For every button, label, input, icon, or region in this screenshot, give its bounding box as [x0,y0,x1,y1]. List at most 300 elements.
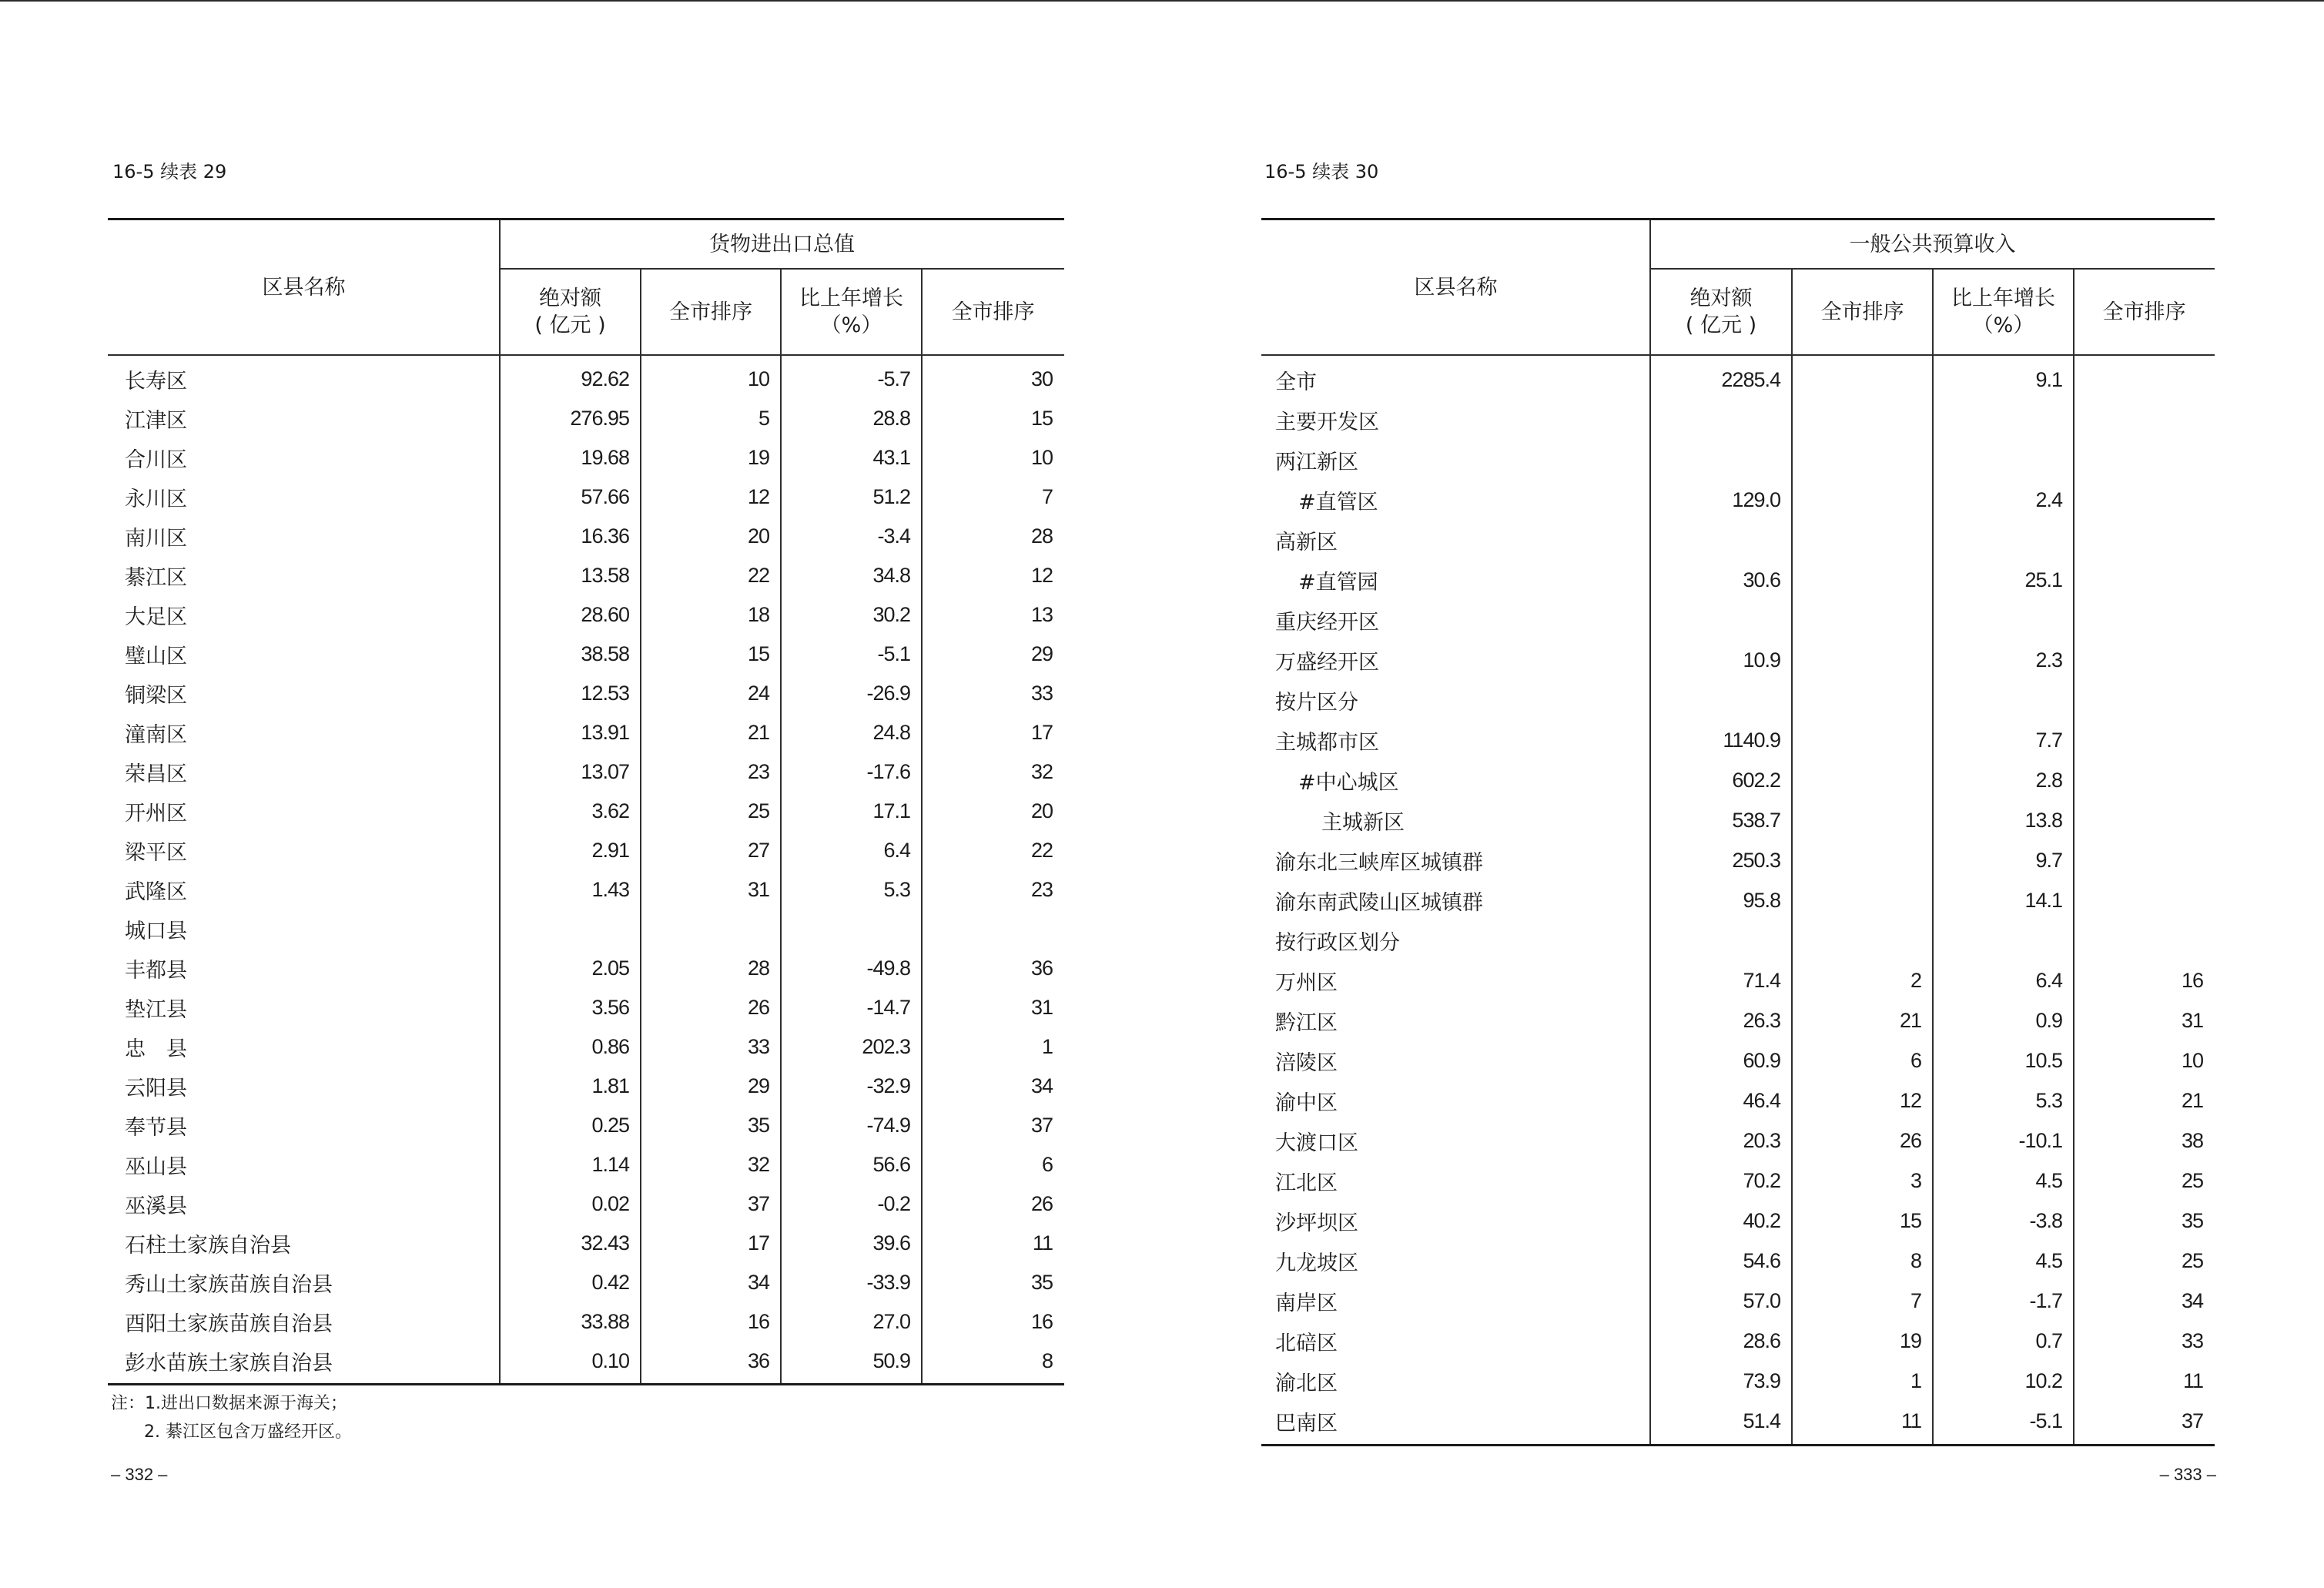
region-name-cell: 按片区分 [1275,690,1358,715]
table-row [1261,1401,2215,1441]
region-name-cell: 主城都市区 [1275,730,1379,755]
revenue-growth-cell: -5.1 [2029,1409,2062,1432]
region-name-cell: 丰都县 [125,959,187,983]
trade-rank-cell: 17 [747,1231,769,1255]
table-row [1261,400,2215,440]
table-row [108,399,1064,438]
region-name-cell: 荣昌区 [125,762,187,786]
region-name-cell: #中心城区 [1298,770,1399,795]
growth-rank-cell: 32 [1030,760,1053,783]
trade-value-cell: 1.14 [591,1153,629,1176]
column-header-rank [641,270,781,354]
growth-rank-cell: 8 [1041,1349,1053,1372]
table-row [108,517,1064,556]
revenue-rank-cell: 12 [1899,1088,1921,1112]
region-name-cell: 石柱土家族自治县 [125,1234,291,1258]
revenue-value-cell: 10.9 [1743,648,1780,672]
table-row [1261,520,2215,560]
region-name-cell: 彭水苗族土家族自治县 [125,1352,333,1375]
trade-growth-cell: -5.7 [877,367,910,390]
region-name-cell: 梁平区 [125,841,187,865]
growth-rank-cell: 7 [1041,485,1053,508]
trade-growth-cell: 5.3 [883,878,910,901]
trade-rank-cell: 35 [747,1114,769,1137]
trade-rank-cell: 21 [747,721,769,744]
trade-growth-cell: 56.6 [872,1153,910,1176]
region-name-cell: 大渡口区 [1275,1131,1358,1155]
trade-rank-cell: 32 [747,1153,769,1176]
table-row [1261,1121,2215,1161]
trade-rank-cell: 18 [747,603,769,626]
trade-growth-cell: 43.1 [872,446,910,469]
growth-rank-cell: 37 [2181,1409,2203,1432]
revenue-value-cell: 26.3 [1743,1008,1780,1032]
table-row [108,949,1064,988]
trade-growth-cell: -5.1 [877,642,910,665]
group-header: 一般公共预算收入 [1849,232,2016,256]
table-row [108,360,1064,399]
growth-rank-cell: 29 [1030,642,1053,665]
region-name-cell: #直管园 [1298,570,1378,595]
trade-value-cell: 0.10 [591,1349,629,1372]
region-name-cell: 南川区 [125,527,187,551]
table-row [1261,360,2215,400]
table-row [1261,720,2215,760]
trade-rank-cell: 19 [747,446,769,469]
region-name-cell: 垫江县 [125,998,187,1022]
trade-growth-cell: -49.8 [866,956,910,980]
trade-value-cell: 276.95 [570,407,629,430]
region-name-cell: 渝北区 [1275,1371,1338,1395]
column-header-growth [781,270,922,354]
trade-rank-cell: 29 [747,1074,769,1097]
table-row [108,595,1064,635]
region-name-cell: 沙坪坝区 [1275,1211,1358,1235]
trade-rank-cell: 22 [747,564,769,587]
revenue-rank-cell: 3 [1910,1168,1921,1192]
revenue-value-cell: 1140.9 [1723,728,1780,752]
column-header-absolute [500,270,641,354]
growth-rank-cell: 11 [2182,1369,2203,1392]
region-name-cell: 綦江区 [125,566,187,590]
growth-rank-cell: 36 [1030,956,1053,980]
growth-rank-cell: 13 [1030,603,1053,626]
region-name-cell: 酉阳土家族苗族自治县 [125,1312,333,1336]
top-border [0,0,2324,2]
revenue-value-cell: 95.8 [1743,888,1780,912]
trade-growth-cell: -17.6 [866,760,910,783]
region-name-cell: 主城新区 [1321,810,1405,835]
trade-value-cell: 13.58 [581,564,629,587]
trade-rank-cell: 36 [747,1349,769,1372]
region-name-cell: 全市 [1275,370,1317,394]
growth-rank-cell: 23 [1030,878,1053,901]
revenue-growth-cell: 2.8 [2035,768,2062,792]
region-name-cell: 城口县 [125,920,187,943]
table-row [1261,960,2215,1000]
revenue-rank-cell: 8 [1910,1248,1921,1272]
trade-value-cell: 2.05 [591,956,629,980]
trade-value-cell: 2.91 [591,839,629,862]
revenue-growth-cell: 7.7 [2035,728,2062,752]
trade-value-cell: 0.25 [591,1114,629,1137]
growth-rank-cell: 25 [2181,1248,2203,1272]
revenue-growth-cell: 4.5 [2035,1168,2062,1192]
table-row [108,1067,1064,1106]
table-row [108,1263,1064,1302]
revenue-value-cell: 71.4 [1743,968,1780,992]
growth-rank-cell: 15 [1030,407,1053,430]
table-row [1261,800,2215,840]
region-name-cell: 开州区 [125,802,187,826]
region-name-cell: 按行政区划分 [1275,930,1400,955]
revenue-value-cell: 538.7 [1732,808,1780,832]
growth-rank-cell: 35 [2181,1208,2203,1232]
region-name-cell: 合川区 [125,448,187,472]
trade-rank-cell: 24 [747,682,769,705]
trade-growth-cell: 34.8 [872,564,910,587]
revenue-growth-cell: 0.9 [2035,1008,2062,1032]
column-header-growth [1933,270,2074,354]
trade-rank-cell: 34 [747,1271,769,1294]
trade-value-cell: 0.42 [591,1271,629,1294]
region-name-cell: 永川区 [125,487,187,511]
table-row [1261,600,2215,640]
table-row [1261,560,2215,600]
trade-value-cell: 0.02 [591,1192,629,1215]
trade-value-cell: 12.53 [581,682,629,705]
table-row [1261,1241,2215,1281]
growth-rank-cell: 12 [1030,564,1053,587]
region-name-cell: 长寿区 [125,370,187,394]
table-row [108,477,1064,517]
column-header-line: 全市排序 [669,300,752,324]
growth-rank-cell: 17 [1030,721,1053,744]
trade-value-cell: 92.62 [581,367,629,390]
table-note: 2. 綦江区包含万盛经开区。 [144,1422,352,1442]
table-row [1261,920,2215,960]
column-header-unit: ( 亿元 ) [534,313,606,337]
table-row [1261,480,2215,520]
growth-rank-cell: 22 [1030,839,1053,862]
table-row [1261,880,2215,920]
trade-growth-cell: -33.9 [866,1271,910,1294]
column-header-line: 比上年增长 [799,286,903,310]
table-row [1261,1161,2215,1201]
trade-rank-cell: 33 [747,1035,769,1058]
revenue-growth-cell: -10.1 [2018,1128,2062,1152]
left-table-title: 16-5 续表 29 [112,161,227,183]
revenue-growth-cell: -1.7 [2029,1288,2062,1312]
trade-growth-cell: 28.8 [872,407,910,430]
trade-rank-cell: 5 [758,407,769,430]
table-row [108,870,1064,910]
region-name-cell: 巴南区 [1275,1411,1338,1436]
revenue-growth-cell: 9.1 [2035,367,2062,391]
trade-value-cell: 13.91 [581,721,629,744]
table-row [1261,680,2215,720]
region-name-cell: #直管区 [1298,490,1378,514]
revenue-rank-cell: 7 [1910,1288,1921,1312]
region-name-cell: 江北区 [1275,1171,1338,1195]
page-number: – 332 – [111,1465,168,1484]
trade-growth-cell: 17.1 [872,799,910,822]
column-header-line: 比上年增长 [1951,286,2055,310]
table-row [108,1342,1064,1381]
table-row [108,910,1064,949]
revenue-rank-cell: 21 [1899,1008,1921,1032]
trade-rank-cell: 15 [747,642,769,665]
trade-growth-cell: 39.6 [872,1231,910,1255]
region-name-cell: 北碚区 [1275,1331,1338,1355]
column-header-line: 全市排序 [2102,300,2186,324]
trade-rank-cell: 23 [747,760,769,783]
growth-rank-cell: 37 [1030,1114,1053,1137]
trade-growth-cell: 6.4 [883,839,910,862]
table-row [108,1145,1064,1184]
trade-rank-cell: 25 [747,799,769,822]
growth-rank-cell: 34 [1030,1074,1053,1097]
growth-rank-cell: 26 [1030,1192,1053,1215]
table-row [1261,840,2215,880]
table-row [108,438,1064,477]
table-row [1261,1361,2215,1401]
revenue-growth-cell: 25.1 [2024,568,2062,591]
column-header-growth-rank [922,270,1064,354]
region-name-cell: 巫山县 [125,1155,187,1179]
growth-rank-cell: 11 [1032,1231,1053,1255]
revenue-growth-cell: 5.3 [2035,1088,2062,1112]
revenue-value-cell: 28.6 [1743,1328,1780,1352]
region-name-cell: 九龙坡区 [1275,1251,1358,1275]
trade-rank-cell: 27 [747,839,769,862]
region-name-cell: 黔江区 [1275,1010,1338,1035]
revenue-rank-cell: 26 [1899,1128,1921,1152]
table-row [108,1027,1064,1067]
revenue-value-cell: 602.2 [1732,768,1780,792]
table-row [108,1224,1064,1263]
trade-rank-cell: 26 [747,996,769,1019]
table-row [108,752,1064,792]
region-name-cell: 高新区 [1275,530,1338,554]
table-row [108,1106,1064,1145]
column-header-unit: ( 亿元 ) [1685,313,1757,337]
growth-rank-cell: 10 [2181,1048,2203,1072]
table-row [1261,1321,2215,1361]
trade-value-cell: 19.68 [581,446,629,469]
revenue-growth-cell: 14.1 [2024,888,2062,912]
region-name-header: 区县名称 [262,275,346,300]
right-table-title: 16-5 续表 30 [1264,161,1379,183]
trade-growth-cell: 50.9 [872,1349,910,1372]
revenue-value-cell: 250.3 [1732,848,1780,872]
growth-rank-cell: 21 [2181,1088,2203,1112]
table-row [1261,1000,2215,1040]
trade-growth-cell: 202.3 [862,1035,910,1058]
region-name-cell: 万州区 [1275,970,1338,995]
table-note: 注：1.进出口数据来源于海关； [111,1394,347,1413]
region-name-cell: 潼南区 [125,723,187,747]
trade-value-cell: 28.60 [581,603,629,626]
trade-value-cell: 38.58 [581,642,629,665]
region-name-cell: 涪陵区 [1275,1050,1338,1075]
revenue-value-cell: 46.4 [1743,1088,1780,1112]
region-name-cell: 秀山土家族苗族自治县 [125,1273,333,1297]
region-name-header: 区县名称 [1414,275,1498,300]
table-row [108,1184,1064,1224]
table-row [1261,760,2215,800]
table-row [108,988,1064,1027]
revenue-value-cell: 60.9 [1743,1048,1780,1072]
trade-growth-cell: 24.8 [872,721,910,744]
growth-rank-cell: 28 [1030,524,1053,548]
trade-growth-cell: 30.2 [872,603,910,626]
revenue-value-cell: 129.0 [1732,487,1780,511]
trade-value-cell: 1.43 [591,878,629,901]
growth-rank-cell: 25 [2181,1168,2203,1192]
table-row [108,792,1064,831]
group-header: 货物进出口总值 [709,232,855,256]
revenue-rank-cell: 11 [1900,1409,1921,1432]
growth-rank-cell: 10 [1030,446,1053,469]
table-row [108,831,1064,870]
column-header-line: 全市排序 [1820,300,1904,324]
growth-rank-cell: 6 [1041,1153,1053,1176]
revenue-rank-cell: 6 [1910,1048,1921,1072]
region-name-cell: 铜梁区 [125,684,187,708]
growth-rank-cell: 20 [1030,799,1053,822]
revenue-growth-cell: 0.7 [2035,1328,2062,1352]
revenue-value-cell: 20.3 [1743,1128,1780,1152]
trade-value-cell: 13.07 [581,760,629,783]
revenue-value-cell: 57.0 [1743,1288,1780,1312]
growth-rank-cell: 30 [1030,367,1053,390]
trade-growth-cell: 51.2 [872,485,910,508]
revenue-value-cell: 2285.4 [1721,367,1780,391]
trade-value-cell: 57.66 [581,485,629,508]
trade-table [108,218,1064,1385]
trade-rank-cell: 16 [747,1310,769,1333]
growth-rank-cell: 1 [1041,1035,1053,1058]
region-name-cell: 万盛经开区 [1275,650,1379,675]
column-header-line: 绝对额 [539,286,601,310]
column-header-line: 绝对额 [1689,286,1753,310]
table-row [1261,640,2215,680]
trade-growth-cell: -32.9 [866,1074,910,1097]
region-name-cell: 渝中区 [1275,1090,1338,1115]
region-name-cell: 璧山区 [125,645,187,668]
revenue-growth-cell: 13.8 [2024,808,2062,832]
table-row [108,674,1064,713]
region-name-cell: 主要开发区 [1275,410,1379,434]
region-name-cell: 武隆区 [125,880,187,904]
revenue-growth-cell: -3.8 [2029,1208,2062,1232]
trade-value-cell: 3.56 [591,996,629,1019]
trade-rank-cell: 28 [747,956,769,980]
revenue-growth-cell: 10.2 [2024,1369,2062,1392]
trade-value-cell: 1.81 [591,1074,629,1097]
trade-growth-cell: -0.2 [877,1192,910,1215]
table-body [108,356,1064,1383]
revenue-value-cell: 40.2 [1743,1208,1780,1232]
budget-revenue-table [1261,218,2215,1446]
trade-growth-cell: 27.0 [872,1310,910,1333]
table-row [1261,1201,2215,1241]
column-header-absolute [1650,270,1792,354]
column-header-unit: （%） [820,313,882,337]
growth-rank-cell: 31 [2181,1008,2203,1032]
trade-rank-cell: 10 [747,367,769,390]
revenue-rank-cell: 15 [1899,1208,1921,1232]
trade-growth-cell: -26.9 [866,682,910,705]
trade-rank-cell: 31 [747,878,769,901]
revenue-value-cell: 30.6 [1743,568,1780,591]
column-header-line: 全市排序 [951,300,1035,324]
growth-rank-cell: 33 [2181,1328,2203,1352]
trade-growth-cell: -14.7 [866,996,910,1019]
revenue-rank-cell: 1 [1910,1369,1921,1392]
region-name-cell: 南岸区 [1275,1291,1338,1315]
revenue-growth-cell: 2.4 [2035,487,2062,511]
trade-value-cell: 3.62 [591,799,629,822]
growth-rank-cell: 16 [1030,1310,1053,1333]
table-row [108,713,1064,752]
region-name-cell: 忠 县 [125,1037,187,1061]
trade-growth-cell: -3.4 [877,524,910,548]
trade-value-cell: 16.36 [581,524,629,548]
revenue-value-cell: 70.2 [1743,1168,1780,1192]
table-row [1261,1080,2215,1121]
revenue-growth-cell: 9.7 [2035,848,2062,872]
growth-rank-cell: 31 [1030,996,1053,1019]
trade-rank-cell: 20 [747,524,769,548]
table-body [1261,356,2215,1444]
region-name-cell: 渝东南武陵山区城镇群 [1275,890,1483,915]
table-row [108,556,1064,595]
revenue-growth-cell: 2.3 [2035,648,2062,672]
table-row [108,635,1064,674]
growth-rank-cell: 35 [1030,1271,1053,1294]
region-name-cell: 云阳县 [125,1077,187,1101]
trade-value-cell: 33.88 [581,1310,629,1333]
table-row [1261,440,2215,480]
revenue-growth-cell: 6.4 [2035,968,2062,992]
growth-rank-cell: 38 [2181,1128,2203,1152]
region-name-cell: 江津区 [125,409,187,433]
revenue-rank-cell: 19 [1899,1328,1921,1352]
region-name-cell: 奉节县 [125,1116,187,1140]
trade-value-cell: 32.43 [581,1231,629,1255]
table-row [1261,1040,2215,1080]
column-header-unit: （%） [1972,313,2034,337]
trade-rank-cell: 12 [747,485,769,508]
revenue-growth-cell: 10.5 [2024,1048,2062,1072]
revenue-growth-cell: 4.5 [2035,1248,2062,1272]
trade-rank-cell: 37 [747,1192,769,1215]
page-number: – 333 – [2159,1465,2216,1484]
trade-growth-cell: -74.9 [866,1114,910,1137]
revenue-value-cell: 51.4 [1743,1409,1780,1432]
table-row [108,1302,1064,1342]
region-name-cell: 渝东北三峡库区城镇群 [1275,850,1483,875]
revenue-value-cell: 54.6 [1743,1248,1780,1272]
region-name-cell: 重庆经开区 [1275,610,1379,635]
growth-rank-cell: 33 [1030,682,1053,705]
region-name-cell: 两江新区 [1275,450,1358,474]
growth-rank-cell: 34 [2181,1288,2203,1312]
column-header-growth-rank [2074,270,2215,354]
region-name-cell: 大足区 [125,605,187,629]
